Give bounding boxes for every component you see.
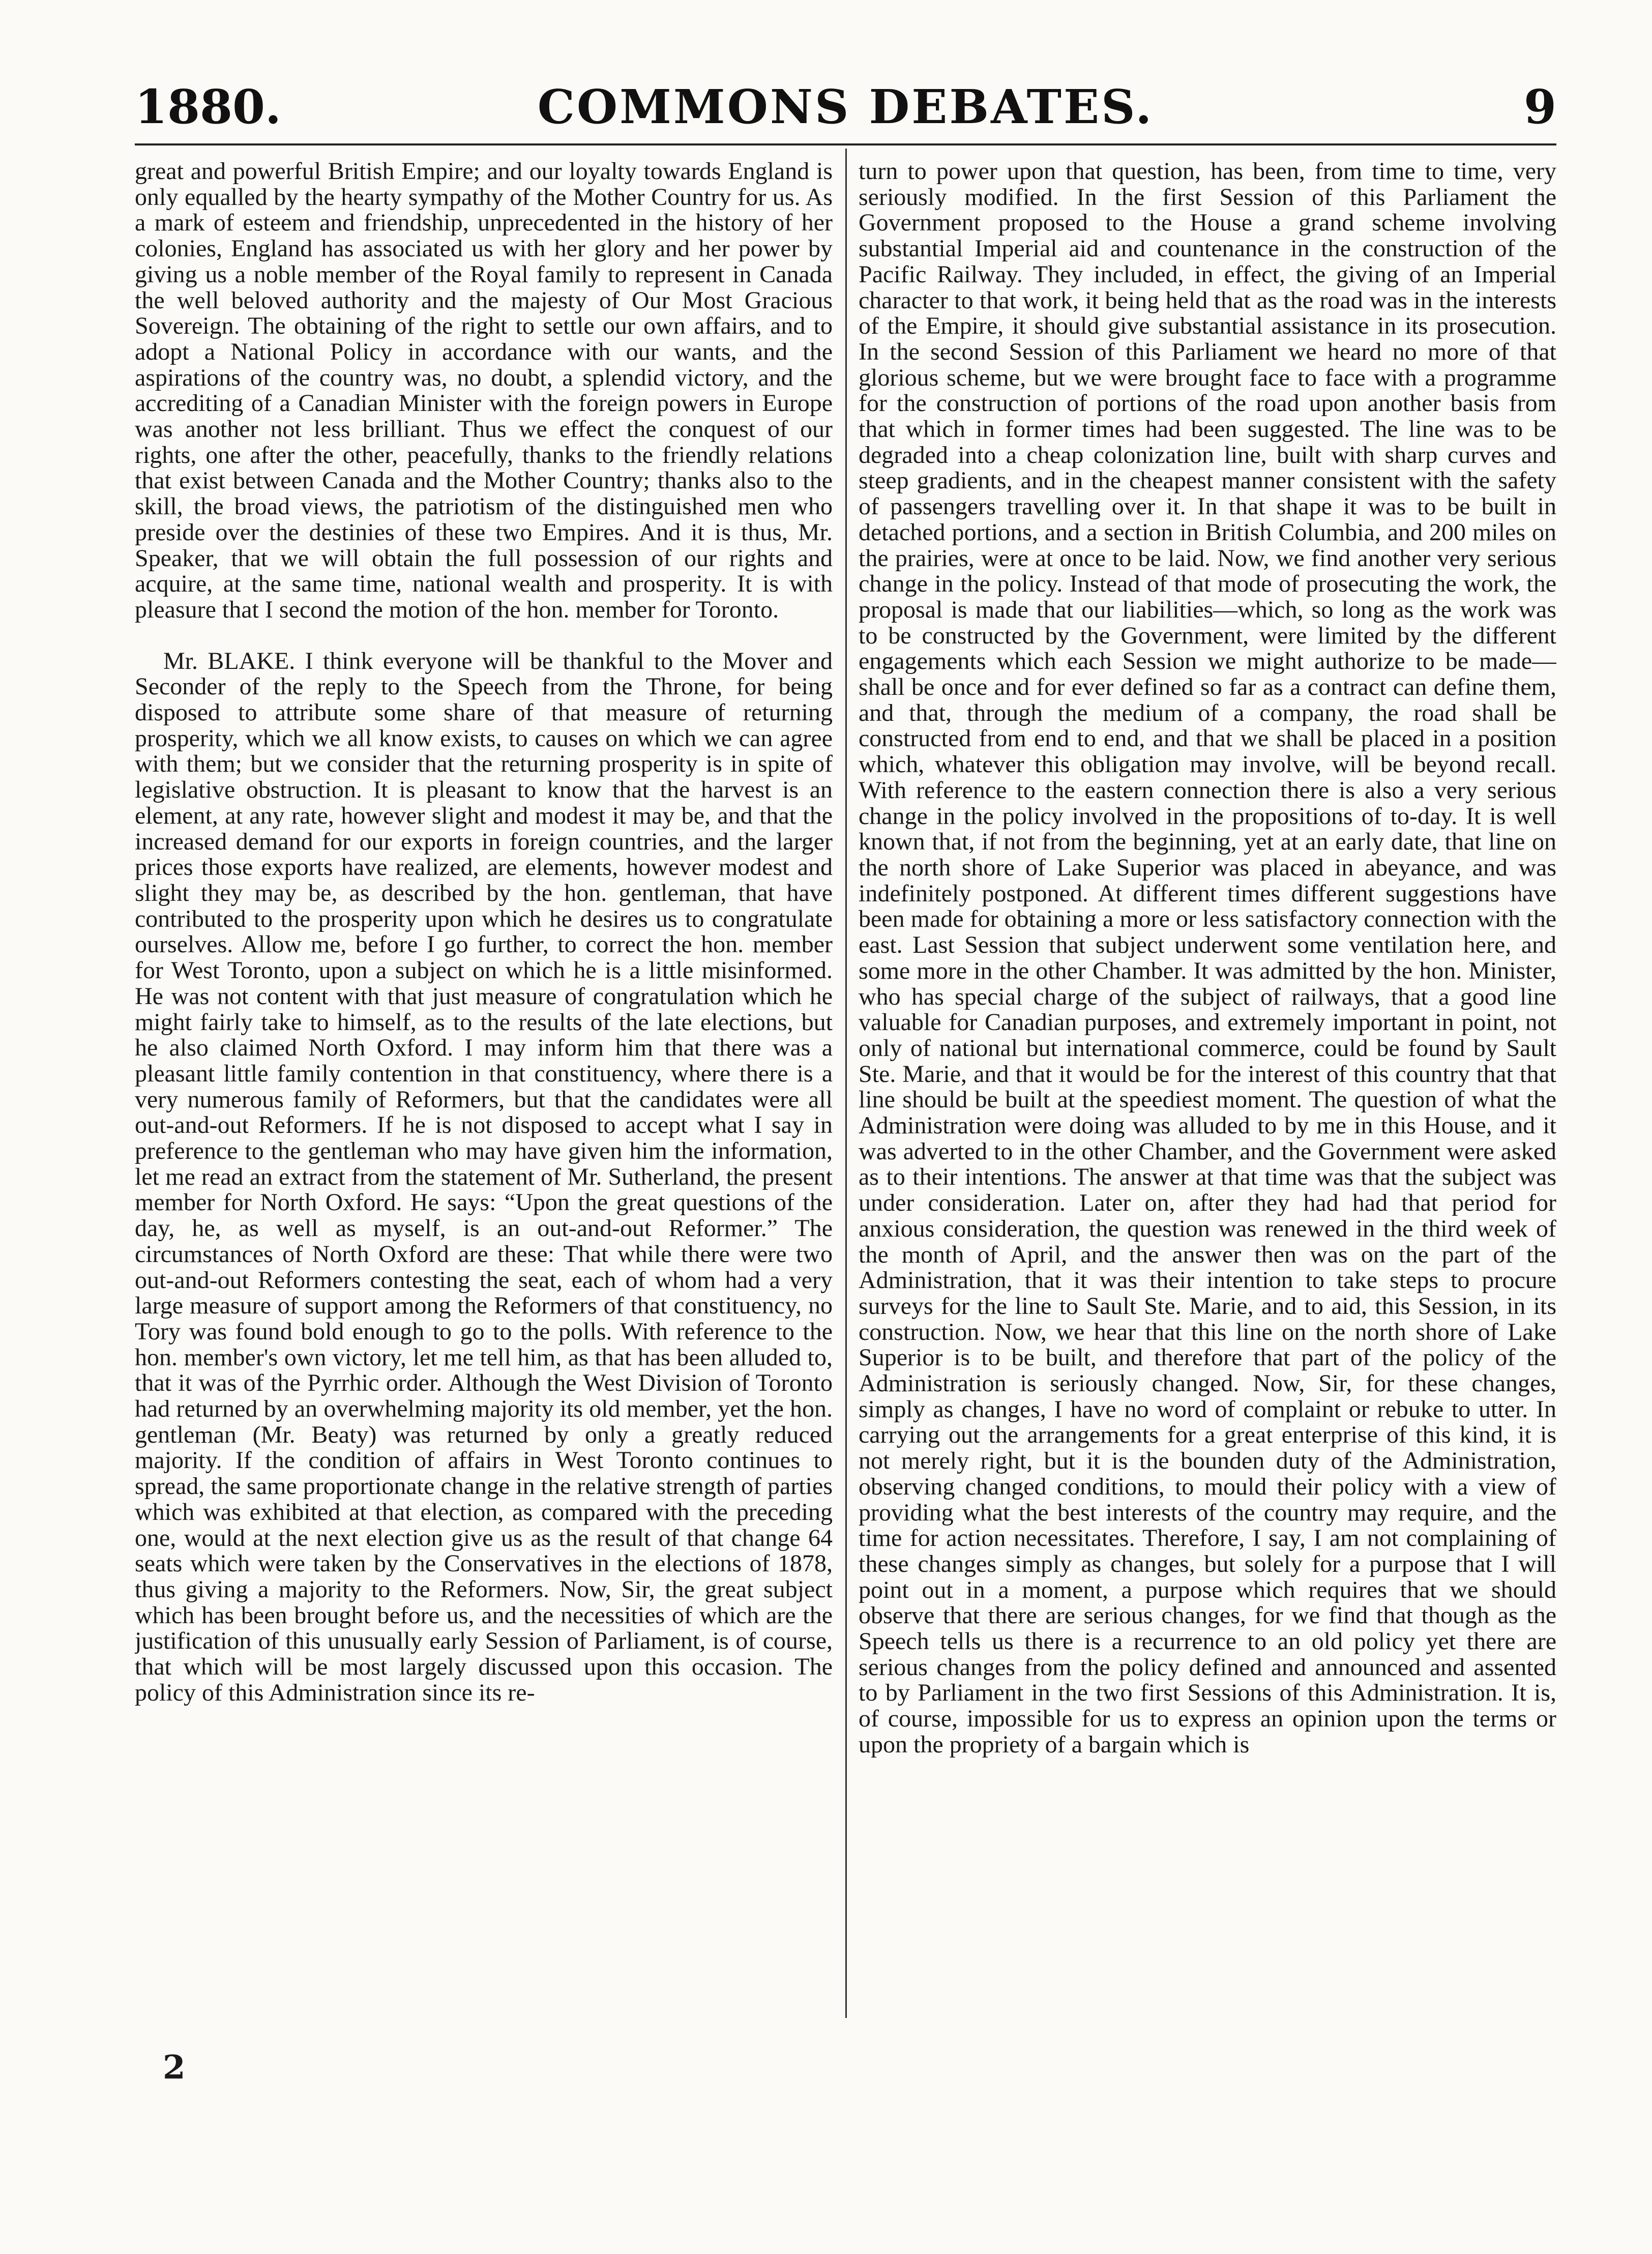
header-year: 1880. xyxy=(135,79,282,134)
header-title: COMMONS DEBATES. xyxy=(537,79,1154,134)
signature-mark: 2 xyxy=(163,2048,186,2087)
page-header xyxy=(135,76,1556,137)
right-column xyxy=(859,159,1556,2015)
column-divider xyxy=(845,149,847,2018)
paragraph-continuation: great and powerful British Empire; and our loyalty towards England is only equalled by the hearty sympathy of the Mother Country for us. As a mark of esteem and friendship, unprecedented in the history of her colonies, England has associated us with her glory and her power by giving us a noble member of the Royal family to represent in Canada the well beloved authority and the majesty of Our Most Gracious Sovereign. The obtaining of the right to settle our own affairs, and to adopt a National Policy in accordance with our wants, and the aspirations of the country was, no doubt, a splendid victory, and the accrediting of a Canadian Minister with the foreign powers in Europe was another not less brilliant. Thus we effect the conquest of our rights, one after the other, peacefully, thanks to the friendly relations that exist between Canada and the Mother Country; thanks also to the skill, the broad views, the patriotism of the distinguished men who preside over the destinies of these two Empires. And it is thus, Mr. Speaker, that we will obtain the full possession of our rights and acquire, at the same time, national wealth and prosperity. It is with pleasure that I second the motion of the hon. member for Toronto. xyxy=(135,159,833,623)
header-page-number: 9 xyxy=(1523,79,1556,134)
paragraph-blake-continued: turn to power upon that question, has been, from time to time, very seriously modified. In the first Session of this Parliament the Government proposed to the House a grand scheme involving substantial Imperial aid and countenance in the construction of the Pacific Railway. They included, in effect, the giving of an Imperial character to that work, it being held that as the road was in the interests of the Empire, it should give substantial assistance in its prosecution. In the second Session of this Parliament we heard no more of that glorious scheme, but we were brought face to face with a programme for the construction of portions of the road upon another basis from that which in former times had been suggested. The line was to be degraded into a cheap colonization line, built with sharp curves and steep gradients, and in the cheapest manner consistent with the safety of passengers travelling over it. In that shape it was to be built in detached portions, and a section in British Columbia, and 200 miles on the prairies, were at once to be laid. Now, we find another very serious change in the policy. Instead of that mode of prosecuting the work, the proposal is made that our liabilities—which, so long as the work was to be constructed by the Government, were limited by the different engagements which each Session we might authorize to be made—shall be once and for ever defined so far as a contract can define them, and that, through the medium of a company, the road shall be constructed from end to end, and that we shall be placed in a position which, whatever this obligation may involve, will be beyond recall. With reference to the eastern connection there is also a very serious change in the policy involved in the propositions of to-day. It is well known that, if not from the beginning, yet at an early date, that line on the north shore of Lake Superior was placed in abeyance, and was indefinitely postponed. At different times different suggestions have been made for obtaining a more or less satisfactory connection with the east. Last Session that subject underwent some ventilation here, and some more in the other Chamber. It was admitted by the hon. Minister, who has special charge of the subject of railways, that a good line valuable for Canadian purposes, and extremely important in point, not only of national but international commerce, could be found by Sault Ste. Marie, and that it would be for the interest of this country that that line should be built at the speediest moment. The question of what the Administration were doing was alluded to by me in this House, and it was adverted to in the other Chamber, and the Government were asked as to their intentions. The answer at that time was that the subject was under consideration. Later on, after they had had that period for anxious consideration, the question was renewed in the third week of the month of April, and the answer then was on the part of the Administration, that it was their intention to take steps to procure surveys for the line to Sault Ste. Marie, and to aid, this Session, in its construction. Now, we hear that this line on the north shore of Lake Superior is to be built, and therefore that part of the policy of the Administration is seriously changed. Now, Sir, for these changes, simply as changes, I have no word of complaint or rebuke to utter. In carrying out the arrangements for a great enterprise of this kind, it is not merely right, but it is the bounden duty of the Administration, observing changed conditions, to mould their policy with a view of providing what the best interests of the country may require, and the time for action necessitates. Therefore, I say, I am not complaining of these changes simply as changes, but solely for a purpose that I will point out in a moment, a purpose which requires that we should observe that there are serious changes, for we find that though as the Speech tells us there is a recurrence to an old policy yet there are serious changes from the policy defined and announced and assented to by Parliament in the two first Sessions of this Administration. It is, of course, impossible for us to express an opinion upon the terms or upon the propriety of a bargain which is xyxy=(859,159,1556,1758)
left-column xyxy=(135,159,833,2015)
paragraph-blake-speech: Mr. BLAKE. I think everyone will be thankful to the Mover and Seconder of the reply to the Speech from the Throne, for being disposed to attribute some share of that measure of returning prosperity, which we all know exists, to causes on which we can agree with them; but we consider that the returning prosperity is in spite of legislative obstruction. It is pleasant to know that the harvest is an element, at any rate, however slight and modest it may be, and that the increased demand for our exports in foreign countries, and the larger prices those exports have realized, are elements, however modest and slight they may be, as described by the hon. gentleman, that have contributed to the prosperity upon which he desires us to congratulate ourselves. Allow me, before I go further, to correct the hon. member for West Toronto, upon a subject on which he is a little misinformed. He was not content with that just measure of congratulation which he might fairly take to himself, as to the results of the late elections, but he also claimed North Oxford. I may inform him that there was a pleasant little family contention in that constituency, where there is a very numerous family of Reformers, but that the candidates were all out-and-out Reformers. If he is not disposed to accept what I say in preference to the gentleman who may have given him the information, let me read an extract from the statement of Mr. Sutherland, the present member for North Oxford. He says: “Upon the great questions of the day, he, as well as myself, is an out-and-out Reformer.” The circumstances of North Oxford are these: That while there were two out-and-out Reformers contesting the seat, each of whom had a very large measure of support among the Reformers of that constituency, no Tory was found bold enough to go to the polls. With reference to the hon. member's own victory, let me tell him, as that has been alluded to, that it was of the Pyrrhic order. Although the West Division of Toronto had returned by an overwhelming majority its old member, yet the hon. gentleman (Mr. Beaty) was returned by only a greatly reduced majority. If the condition of affairs in West Toronto continues to spread, the same proportionate change in the relative strength of parties which was exhibited at that election, as compared with the preceding one, would at the next election give us as the result of that change 64 seats which were taken by the Conservatives in the elections of 1878, thus giving a majority to the Reformers. Now, Sir, the great subject which has been brought before us, and the necessities of which are the justification of this unusually early Session of Parliament, is of course, that which will be most largely discussed upon this occasion. The policy of this Administration since its re- xyxy=(135,647,833,1706)
header-rule xyxy=(135,143,1556,145)
